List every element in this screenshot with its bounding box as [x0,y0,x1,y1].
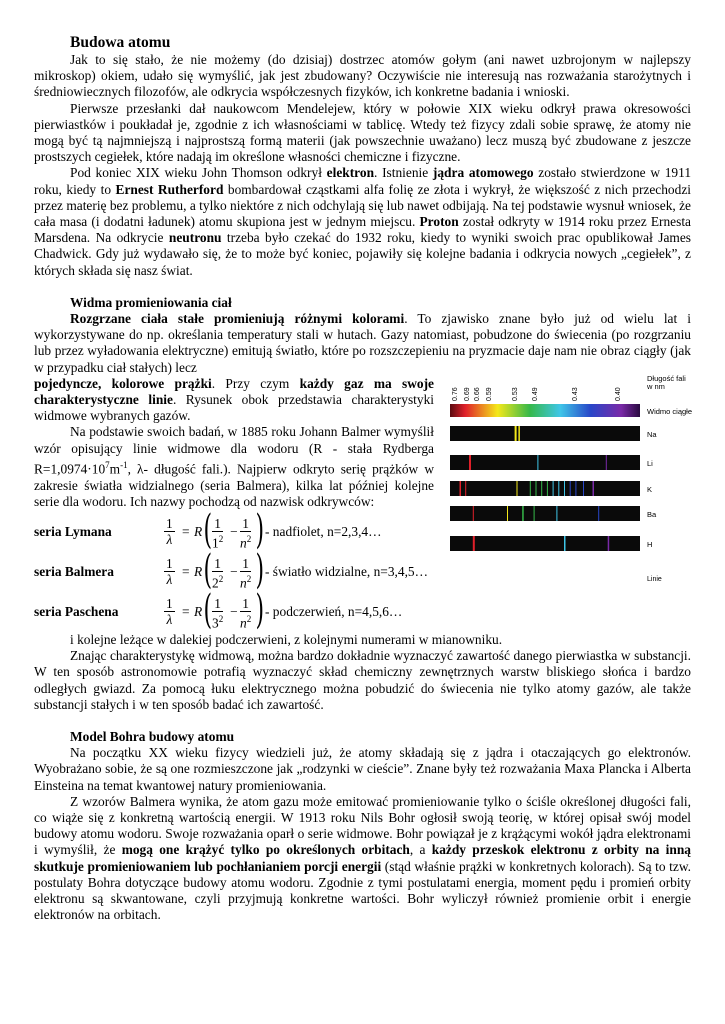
paragraph-spectra-b: pojedyncze, kolorowe prążki. Przy czym każdy gaz ma swoje charakterystyczne linie. Rysunek obok przedstawia charakterystyki widmowe wybranych gazów. [34,375,435,424]
left-paren: ( [203,546,213,593]
emission-line [473,506,474,521]
emission-line [564,481,565,496]
spectrum-band [450,506,640,521]
paragraph-bohr-postulates: Z wzorów Balmera wynika, że atom gazu może emitować promieniowanie tylko o ściśle określonej długości fali, co wiąże się z konkretną wartością energii. W 1913 roku Nils Bohr ogłosił swoją teorię, w której opisał swój model budowy atomu wodoru. Swoje rozważania oparł o serie widmowe. Bohr powiązał je z krążącymi wokół jądra elektronami i wymyślił, że mogą one krążyć tylko po określonych orbitach, a każdy przeskok elektronu z orbity na inną skutkuje promieniowaniem lub pochłanianiem porcji energii (stąd właśnie prążki w konkretnych kolorach). Są to tzw. postulaty Bohra dotyczące budowy atomu wodoru. Zgodnie z tymi postulatami energia, moment pędu i promień orbity elektronu są skwantowane, czyli przyjmują konkretne wartości. Bohr wyliczył również promienie orbit i energie elektronów na orbitach. [34,793,691,923]
emission-line [570,481,571,496]
second-fraction: $\frac{1}{n^2}$ [240,595,252,631]
spectrum-band [450,426,640,441]
emission-line [564,536,566,551]
paragraph-intro: Jak to się stało, że nie możemy (do dzisiaj) dostrzec atomów gołym (ani nawet uzbrojonym w najlepszy mikroskop) okiem, udało się wymyślić, jak jest zbudowany? Oczywiście nie interesują nas rozważania starożytnych i średniowiecznych filozofów, ale odkrycia współczesnych fizyków, ich konkretne badania i wnioski. [34,52,691,100]
emission-line [558,481,559,496]
section-heading-spectra: Widma promieniowania ciał [70,294,232,310]
emission-line [473,536,475,551]
emission-line [536,481,537,496]
emission-line [469,455,471,470]
left-paren: ( [203,586,213,633]
paragraph-mendelejew: Pierwsze przesłanki dał naukowcom Mendelejew, który w połowie XIX wieku odkrył prawa okresowości pierwiastków i poukładał je, zgodnie z ich własnościami w tablicę. Wtedy też fizycy zdali sobie sprawę, że atomy nie mogą być tą najmniejszą i najprostszą formą materii (jak powszechnie uważano) lecz muszą być zbudowane z jeszcze prostszych cegiełek, które nadają im określone własności chemiczne i fizyczne. [34,100,691,165]
right-paren: ) [255,506,265,553]
formula-row [34,586,691,633]
first-fraction: $\frac{1}{3^2}$ [212,595,224,631]
series-description: - podczerwień, n=4,5,6… [265,603,403,619]
minus-sign: − [230,603,238,619]
second-fraction: $\frac{1}{n^2}$ [240,555,252,591]
paragraph-spectra-a: Rozgrzane ciała stałe promieniują różnymi kolorami. To zjawisko znane było już od wielu lat i wykorzystywane do np. określania temperatury stali w hutach. Gazy natomiast, pobudzone do świecenia (po rozgrzaniu lub przez wyładowania elektryczne) emitują światło, które po rozszczepieniu na pryzmacie daje nam nie obraz ciągły (jak w przypadku ciał stałych) lecz [34,311,692,375]
section-heading-bohr: Model Bohra budowy atomu [70,728,235,744]
paragraph-bohr-intro: Na początku XX wieku fizycy wiedzieli już, że atomy składają się z jądra i otaczających go elektronów. Wyobrażano sobie, że są one rozmieszczone jak „rodzynki w cieście”. Znane były też rozważania Maxa Plancka i Alberta Einsteina na temat kwantowej natury promieniowania. [34,745,691,793]
minus-sign: − [230,563,238,579]
spectrum-row-label: Ba [647,510,657,519]
minus-sign: − [230,523,238,539]
wavelength-tick-label: 0.69 [464,387,471,401]
lhs-fraction: $\frac{1}{\lambda}$ [166,515,173,547]
spectrum-row-label: Widmo ciągłe [647,407,693,416]
emission-line [606,455,607,470]
equals-sign: = [182,563,190,579]
rydberg-symbol: R [194,603,203,619]
emission-line [515,426,517,441]
spectrum-row-label: K [647,485,653,494]
emission-line [583,481,584,496]
wavelength-tick-label: 0.40 [615,387,622,401]
emission-line [530,481,531,496]
wavelength-tick-label: 0.59 [486,387,493,401]
lhs-fraction: $\frac{1}{\lambda}$ [166,595,173,627]
series-name: seria Lymana [34,523,112,539]
right-paren: ) [255,586,265,633]
spectra-figure [417,371,697,583]
series-description: - nadfiolet, n=2,3,4… [265,523,382,539]
series-name: seria Paschena [34,603,119,619]
legend-title: Długość fali [647,374,686,383]
paragraph-balmer: Na podstawie swoich badań, w 1885 roku Johann Balmer wymyślił wzór opisujący linie widmowe dla wodoru (R - stała Rydberga $R=1,0974\cdot 10^7m^{-1}$, λ- długość fali.). Najpierw odkryto serię prążków w zakresie światła widzialnego (seria Balmera), kilka lat później kolejne serie dla wodoru. Ich nazwy pochodzą od nazwisk odkrywców: [34,424,434,509]
emission-line [547,481,548,496]
spectrum-row-label-cut: Linie [647,576,662,583]
first-fraction: $\frac{1}{1^2}$ [212,515,224,551]
paragraph-discoveries: Pod koniec XIX wieku John Thomson odkrył elektron. Istnienie jądra atomowego zostało stwierdzone w 1911 roku, kiedy to Ernest Rutherford bombardował cząstkami alfa folię ze złota i wykrył, że większość z nich przechodzi przez materię bez problemu, a tylko niektóre z nich odchylają się lub nawet odbijają. Na tej podstawie wysnuł wniosek, że cała masa (i dodatni ładunek) atomu skupiona jest w jednym miejscu. Proton został odkryty w 1914 roku przez Ernesta Marsdena. Na odkrycie neutronu trzeba było czekać do 1932 roku, kiedy to wyniki swoich prac opublikował James Chadwick. Gdy już wydawało się, że to może być koniec, pojawiły się kolejne badania i odkrycia nowych „cegiełek”, z których składa się nasz świat. [34,165,692,278]
spectrum-band [450,481,640,496]
emission-line [465,481,466,496]
emission-line [598,506,599,521]
emission-line [541,481,542,496]
first-fraction: $\frac{1}{2^2}$ [212,555,224,591]
wavelength-tick-label: 0.66 [474,387,481,401]
series-description: - światło widzialne, n=3,4,5… [265,563,429,579]
wavelength-tick-label: 0.76 [452,387,459,401]
emission-line [575,481,576,496]
spectrum-band [450,536,640,551]
emission-line [460,481,462,496]
emission-line [518,426,520,441]
right-paren: ) [255,546,265,593]
rydberg-symbol: R [194,563,203,579]
emission-line [553,481,554,496]
emission-line [537,455,538,470]
spectrum-band [450,404,640,417]
wavelength-tick-label: 0.43 [572,387,579,401]
second-fraction: $\frac{1}{n^2}$ [240,515,252,551]
page-title: Budowa atomu [70,34,171,51]
legend-title-unit: w nm [647,382,665,391]
wavelength-labels [452,387,622,401]
emission-line [593,481,595,496]
wavelength-tick-label: 0.49 [532,387,539,401]
spectra-rows [450,404,692,583]
equals-sign: = [182,603,190,619]
emission-line [608,536,610,551]
series-name: seria Balmera [34,563,114,579]
lhs-fraction: $\frac{1}{\lambda}$ [166,555,173,587]
emission-line [534,506,535,521]
left-paren: ( [203,506,213,553]
wavelength-tick-label: 0.53 [512,387,519,401]
emission-line [522,506,524,521]
spectrum-row-label: Na [647,430,657,439]
emission-line [556,506,557,521]
spectrum-band [450,455,640,470]
emission-line [507,506,508,521]
emission-line [517,481,518,496]
equals-sign: = [182,523,190,539]
rydberg-symbol: R [194,523,203,539]
spectrum-row-label: Li [647,459,653,468]
spectrum-row-label: H [647,540,653,549]
paragraph-applications: Znając charakterystykę widmową, można bardzo dokładnie wyznaczyć zawartość danego pierwiastka w substancji. W ten sposób astronomowie potrafią wyznaczyć skład chemiczny zewnętrznych warstw bliskiego słońca i bardzo odległych gwiazd. Za pomocą łuku elektrycznego można pobudzić do świecenia nie tylko atomy gazów, ale także substancji stałych i w ten sposób badać ich zawartość. [34,648,691,712]
paragraph-far-ir: i kolejne leżące w dalekiej podczerwieni, z kolejnymi numerami w mianowniku. [70,631,503,647]
